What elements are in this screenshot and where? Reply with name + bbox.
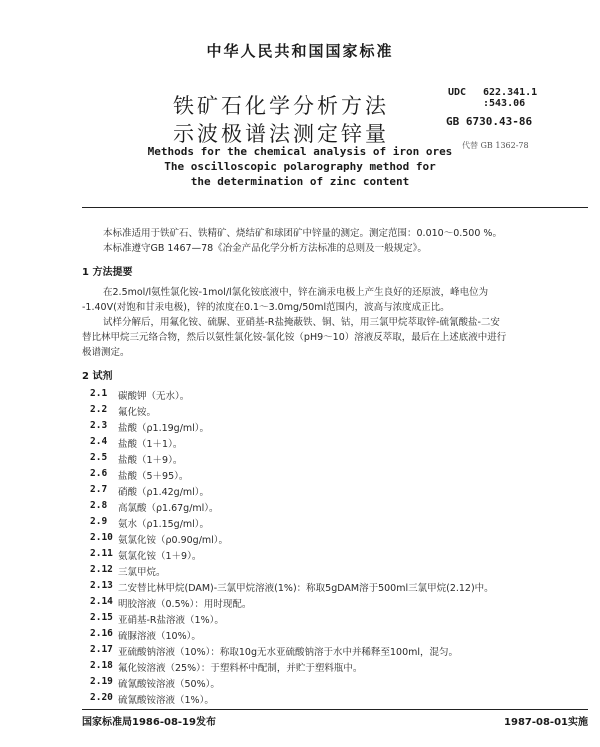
- section-1-p2-line1: 试样分解后，用氟化铵、硫脲、亚硝基-R盐掩蔽铁、铜、钴，用三氯甲烷萃取锌-硫氰酸盐-二安: [103, 317, 500, 328]
- reagent-text: 氟化铵。: [118, 407, 157, 418]
- section-1-p2-line2: 替比林甲烷三元络合物，然后以氨性氯化铵-氯化铵（pH9～10）溶液反萃取，最后在上述底液中进行: [82, 332, 507, 343]
- header-rule: [82, 207, 588, 208]
- gb-number: GB 6730.43-86: [446, 115, 533, 128]
- reagent-text: 高氯酸（ρ1.67g/ml）。: [118, 503, 219, 514]
- section-1-heading: 1 方法提要: [82, 267, 133, 278]
- reagent-text: 盐酸（1＋1）。: [118, 439, 183, 450]
- reagent-number: 2.3: [90, 420, 108, 431]
- reagent-number: 2.19: [90, 676, 113, 687]
- reagent-text: 明胶溶液（0.5%）：用时现配。: [118, 599, 252, 610]
- reagent-text: 氨水（ρ1.15g/ml）。: [118, 519, 210, 530]
- reagent-text: 三氯甲烷。: [118, 567, 166, 578]
- reagent-number: 2.10: [90, 532, 113, 543]
- effective-date: 1987-08-01实施: [504, 717, 588, 728]
- reagent-text: 盐酸（ρ1.19g/ml）。: [118, 423, 210, 434]
- publish-date: 国家标准局1986-08-19发布: [82, 717, 216, 728]
- title-cn-line2: 示波极谱法测定锌量: [173, 122, 389, 146]
- reagent-number: 2.12: [90, 564, 113, 575]
- udc-code-1: 622.341.1: [483, 87, 538, 98]
- intro-line2: 本标准遵守GB 1467—78《冶金产品化学分析方法标准的总则及一般规定》。: [103, 243, 427, 254]
- reagent-number: 2.2: [90, 404, 108, 415]
- reagent-text: 盐酸（1＋9）。: [118, 455, 183, 466]
- intro-line1: 本标准适用于铁矿石、铁精矿、烧结矿和球团矿中锌量的测定。测定范围：0.010～0.500 %。: [103, 228, 502, 239]
- reagent-number: 2.7: [90, 484, 108, 495]
- reagent-text: 盐酸（5＋95）。: [118, 471, 189, 482]
- reagent-number: 2.9: [90, 516, 108, 527]
- reagent-number: 2.13: [90, 580, 113, 591]
- reagent-text: 氨氯化铵（ρ0.90g/ml）。: [118, 535, 229, 546]
- title-en-line1: Methods for the chemical analysis of iron ores: [147, 145, 453, 158]
- reagent-text: 亚硝基-R盐溶液（1%）。: [118, 615, 224, 626]
- reagent-number: 2.6: [90, 468, 108, 479]
- reagent-number: 2.5: [90, 452, 108, 463]
- reagent-number: 2.1: [90, 388, 108, 399]
- section-1-p1-line1: 在2.5mol/l氨性氯化铵-1mol/l氯化铵底液中，锌在滴汞电极上产生良好的还原波，峰电位为: [103, 287, 489, 298]
- reagent-number: 2.17: [90, 644, 113, 655]
- replaces-standard: 代替 GB 1362-78: [462, 141, 529, 150]
- section-1-p1-line2: -1.40V(对饱和甘汞电极)，锌的浓度在0.1～3.0mg/50ml范围内，波高与浓度成正比。: [82, 302, 450, 313]
- reagent-number: 2.20: [90, 692, 113, 703]
- reagent-text: 碳酸钾（无水）。: [118, 391, 190, 402]
- reagent-text: 亚硫酸钠溶液（10%）：称取10g无水亚硫酸钠溶于水中并稀释至100ml，混匀。: [118, 647, 459, 658]
- reagent-number: 2.16: [90, 628, 113, 639]
- reagent-text: 氟化铵溶液（25%）：于塑料杯中配制，并贮于塑料瓶中。: [118, 663, 363, 674]
- reagent-number: 2.15: [90, 612, 113, 623]
- udc-label: UDC: [448, 87, 467, 98]
- reagent-text: 硫氰酸铵溶液（50%）。: [118, 679, 220, 690]
- udc-code-2: :543.06: [483, 98, 526, 109]
- title-en-line2: The oscilloscopic polarography method for: [164, 160, 436, 173]
- reagent-text: 二安替比林甲烷(DAM)-三氯甲烷溶液(1%)：称取5gDAM溶于500ml三氯甲烷(2.12)中。: [118, 583, 494, 594]
- title-cn-line1: 铁矿石化学分析方法: [173, 94, 389, 118]
- footer-rule: [82, 709, 588, 710]
- issuing-agency: 中华人民共和国国家标准: [206, 42, 394, 60]
- reagent-number: 2.8: [90, 500, 108, 511]
- reagent-number: 2.14: [90, 596, 113, 607]
- reagent-text: 氨氯化铵（1＋9）。: [118, 551, 202, 562]
- reagent-number: 2.18: [90, 660, 113, 671]
- reagent-number: 2.4: [90, 436, 108, 447]
- section-1-p2-line3: 极谱测定。: [82, 347, 130, 358]
- reagent-text: 硫氰酸铵溶液（1%）。: [118, 695, 214, 706]
- reagent-number: 2.11: [90, 548, 113, 559]
- reagent-text: 硫脲溶液（10%）。: [118, 631, 201, 642]
- reagent-text: 硝酸（ρ1.42g/ml）。: [118, 487, 210, 498]
- section-2-heading: 2 试剂: [82, 371, 113, 382]
- title-en-line3: the determination of zinc content: [190, 175, 410, 188]
